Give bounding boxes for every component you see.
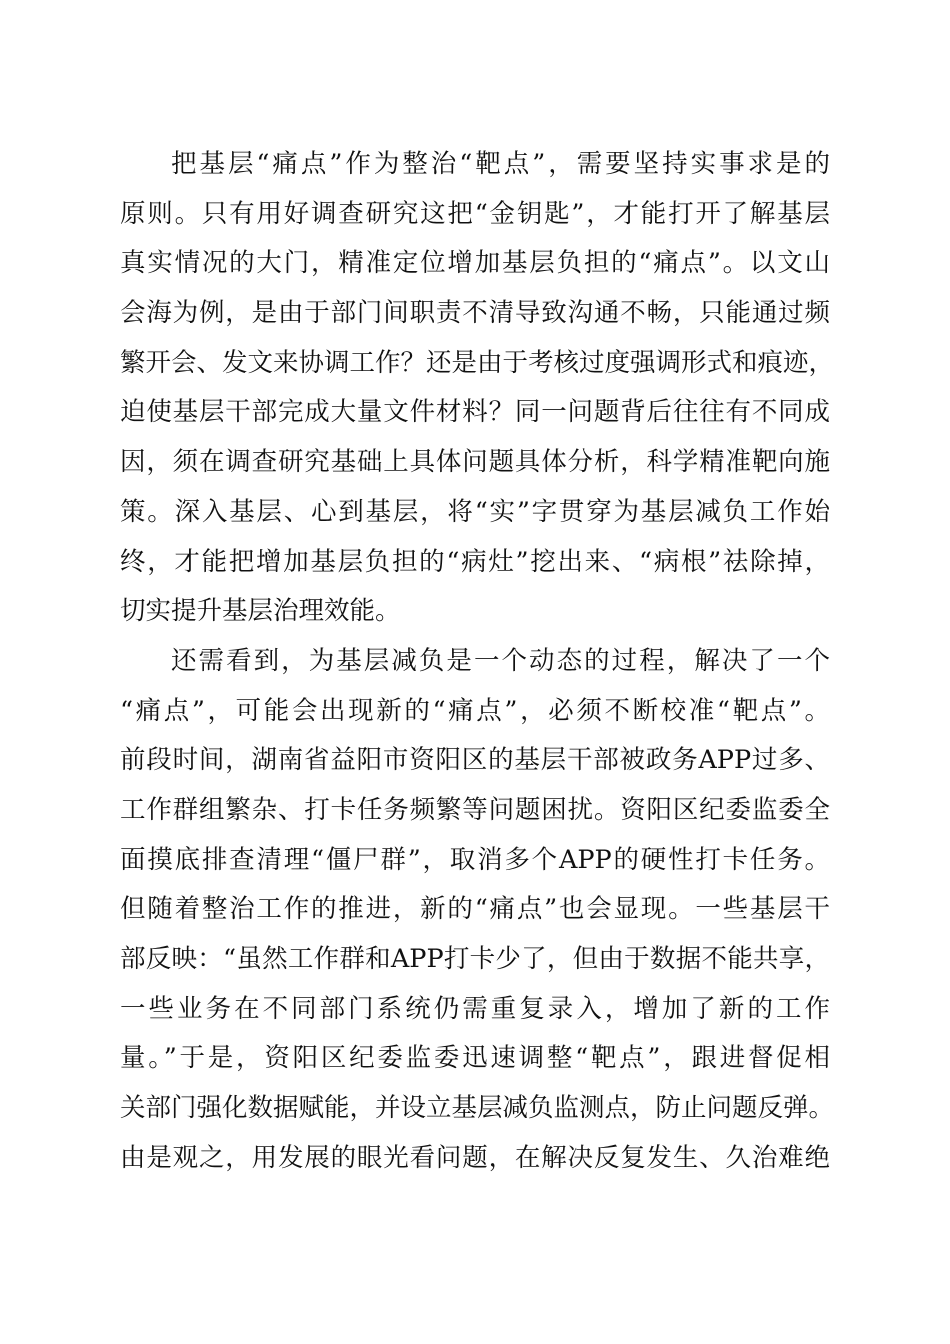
paragraph-line: 部反映：“虽然工作群和APP打卡少了，但由于数据不能共享，: [120, 944, 830, 974]
paragraph-line: 原则。只有用好调查研究这把“金钥匙”，才能打开了解基层: [120, 198, 830, 229]
paragraph-1: [120, 140, 835, 637]
paragraph-line: 因，须在调查研究基础上具体问题具体分析，科学精准靶向施: [120, 447, 830, 478]
paragraph-2: [120, 637, 835, 1184]
article-body: [120, 140, 835, 1183]
paragraph-line: 面摸底排查清理“僵尸群”，取消多个APP的硬性打卡任务。: [120, 844, 830, 875]
paragraph-line: 关部门强化数据赋能，并设立基层减负监测点，防止问题反弹。: [120, 1093, 835, 1124]
paragraph-line: 终，才能把增加基层负担的“病灶”挖出来、“病根”祛除掉，: [120, 546, 830, 577]
paragraph-line: 繁开会、发文来协调工作？还是由于考核过度强调形式和痕迹，: [120, 347, 835, 378]
paragraph-line: 会海为例，是由于部门间职责不清导致沟通不畅，只能通过频: [120, 298, 830, 329]
paragraph-line: 切实提升基层治理效能。: [120, 596, 401, 627]
paragraph-line: 真实情况的大门，精准定位增加基层负担的“痛点”。以文山: [120, 248, 830, 279]
paragraph-line: 量。”于是，资阳区纪委监委迅速调整“靶点”，跟进督促相: [120, 1043, 830, 1074]
paragraph-line: 迫使基层干部完成大量文件材料？同一问题背后往往有不同成: [120, 397, 830, 428]
paragraph-line: 前段时间，湖南省益阳市资阳区的基层干部被政务APP过多、: [120, 745, 830, 776]
paragraph-line: 由是观之，用发展的眼光看问题，在解决反复发生、久治难绝: [120, 1142, 830, 1173]
paragraph-line: 策。深入基层、心到基层，将“实”字贯穿为基层减负工作始: [120, 496, 830, 527]
paragraph-line: 一些业务在不同部门系统仍需重复录入，增加了新的工作: [120, 993, 830, 1024]
paragraph-line: 工作群组繁杂、打卡任务频繁等问题困扰。资阳区纪委监委全: [120, 794, 830, 825]
paragraph-line: “痛点”，可能会出现新的“痛点”，必须不断校准“靶点”。: [120, 695, 830, 726]
paragraph-line: 但随着整治工作的推进，新的“痛点”也会显现。一些基层干: [120, 894, 830, 925]
paragraph-line: 还需看到，为基层减负是一个动态的过程，解决了一个: [171, 645, 830, 676]
paragraph-line: 把基层“痛点”作为整治“靶点”，需要坚持实事求是的: [171, 149, 830, 179]
